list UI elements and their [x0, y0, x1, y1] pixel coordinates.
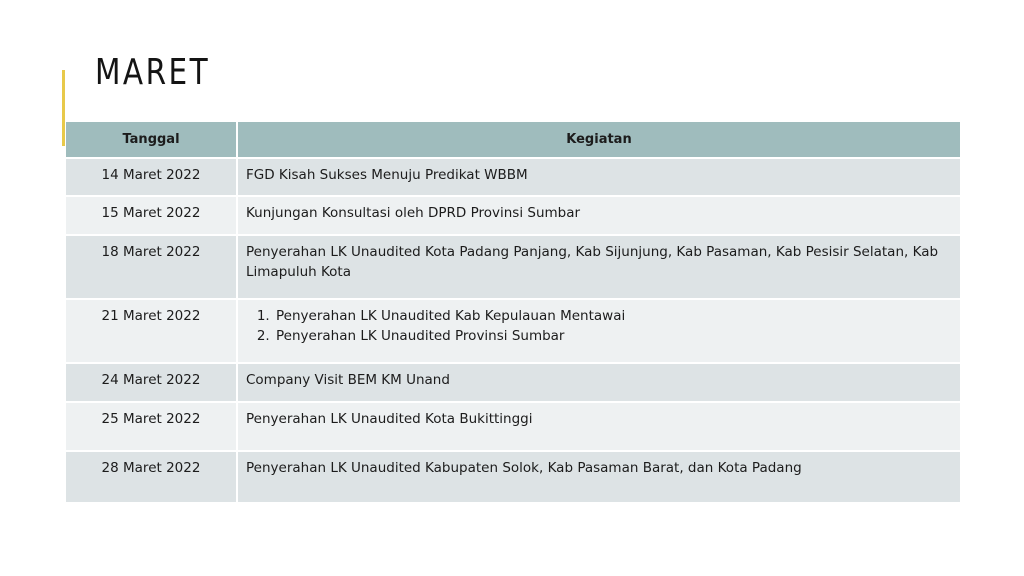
row-date: 24 Maret 2022: [66, 363, 237, 402]
table-row: [66, 158, 960, 196]
row-date: 28 Maret 2022: [66, 451, 237, 502]
row-date: 15 Maret 2022: [66, 196, 237, 235]
table-row: [66, 402, 960, 451]
row-activity: Penyerahan LK Unaudited Kabupaten Solok, Kab Pasaman Barat, dan Kota Padang: [237, 451, 960, 502]
table-row: [66, 363, 960, 402]
list-item: 1. Penyerahan LK Unaudited Kab Kepulauan Mentawai: [274, 306, 952, 326]
schedule-table: [66, 122, 960, 502]
row-activity: [237, 299, 960, 363]
column-header-date: Tanggal: [66, 122, 237, 158]
list-item: 2. Penyerahan LK Unaudited Provinsi Sumbar: [274, 326, 952, 346]
table-header-row: [66, 122, 960, 158]
table-row: [66, 196, 960, 235]
table-row: [66, 451, 960, 502]
row-date: 21 Maret 2022: [66, 299, 237, 363]
row-date: 25 Maret 2022: [66, 402, 237, 451]
column-header-activity: Kegiatan: [237, 122, 960, 158]
row-activity: Penyerahan LK Unaudited Kota Bukittinggi: [237, 402, 960, 451]
row-activity: FGD Kisah Sukses Menuju Predikat WBBM: [237, 158, 960, 196]
table-row: [66, 299, 960, 363]
title-accent-bar: [62, 70, 65, 146]
slide-title: MARET: [95, 52, 211, 93]
activity-list: [246, 306, 952, 346]
row-date: 14 Maret 2022: [66, 158, 237, 196]
row-activity: Penyerahan LK Unaudited Kota Padang Panjang, Kab Sijunjung, Kab Pasaman, Kab Pesisir Selatan, Kab Limapuluh Kota: [237, 235, 960, 299]
table-row: [66, 235, 960, 299]
row-date: 18 Maret 2022: [66, 235, 237, 299]
row-activity: Kunjungan Konsultasi oleh DPRD Provinsi Sumbar: [237, 196, 960, 235]
row-activity: Company Visit BEM KM Unand: [237, 363, 960, 402]
